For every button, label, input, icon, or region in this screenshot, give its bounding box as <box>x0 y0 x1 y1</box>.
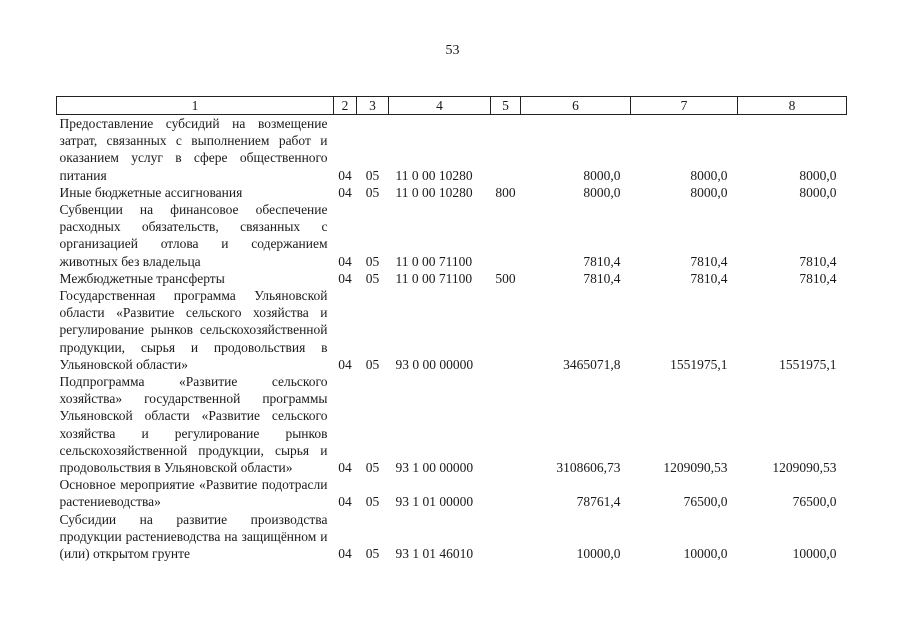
row-amount-year-1: 78761,4 <box>576 494 621 510</box>
row-description: Субвенции на финансовое обеспечение расходных обязательств, связанных с организацией отлова и содержанием животных без владельца <box>59 202 328 269</box>
row-section: 04 <box>338 356 352 372</box>
row-expense-type: 800 <box>495 184 516 200</box>
row-amount-year-1: 7810,4 <box>583 253 621 269</box>
row-amount-year-3: 7810,4 <box>799 270 837 286</box>
row-amount-year-2: 8000,0 <box>690 184 728 200</box>
row-amount-year-1: 3108606,73 <box>556 460 621 476</box>
row-amount-year-3: 8000,0 <box>799 167 837 183</box>
row-target-code: 11 0 00 71100 <box>395 253 473 269</box>
row-target-code: 11 0 00 10280 <box>395 167 473 183</box>
row-subsection: 05 <box>365 167 380 183</box>
row-amount-year-1: 3465071,8 <box>563 356 621 372</box>
row-amount-year-2: 8000,0 <box>690 167 728 183</box>
row-subsection: 05 <box>365 460 380 476</box>
row-amount-year-3: 7810,4 <box>799 253 837 269</box>
row-description: Предоставление субсидий на возмещение затрат, связанных с выполнением работ и оказанием услуг в сфере общественного питания <box>59 116 328 183</box>
table-row <box>57 511 847 563</box>
row-subsection: 05 <box>365 184 380 200</box>
header-col-2: 2 <box>334 97 357 115</box>
row-target-code: 11 0 00 71100 <box>395 270 473 286</box>
row-target-code: 11 0 00 10280 <box>395 184 473 200</box>
table-row <box>57 184 847 201</box>
row-description: Основное мероприятие «Развитие подотрасли растениеводства» <box>59 477 328 510</box>
row-subsection: 05 <box>365 494 380 510</box>
row-section: 04 <box>338 494 352 510</box>
table-row <box>57 373 847 476</box>
row-description: Иные бюджетные ассигнования <box>59 184 243 200</box>
table-row <box>57 201 847 270</box>
row-subsection: 05 <box>365 253 380 269</box>
table-header-row <box>57 97 847 115</box>
row-amount-year-2: 7810,4 <box>690 270 728 286</box>
budget-table <box>56 96 847 562</box>
row-amount-year-3: 76500,0 <box>792 494 837 510</box>
table-body <box>57 115 847 563</box>
row-description: Субсидии на развитие производства продукции растениеводства на защищённом и (или) открытом грунте <box>59 511 328 562</box>
row-amount-year-1: 7810,4 <box>583 270 621 286</box>
header-col-6: 6 <box>521 97 631 115</box>
row-target-code: 93 0 00 00000 <box>395 356 474 372</box>
row-amount-year-1: 8000,0 <box>583 184 621 200</box>
header-col-3: 3 <box>357 97 389 115</box>
row-amount-year-2: 1551975,1 <box>670 356 728 372</box>
row-description: Подпрограмма «Развитие сельского хозяйства» государственной программы Ульяновской области «Развитие сельского хозяйства и регулирование рынков сельскохозяйственной продукции, сырья и продовольствия в Ульяновской области» <box>59 374 328 476</box>
row-description: Межбюджетные трансферты <box>59 270 225 286</box>
table-row <box>57 287 847 373</box>
row-amount-year-3: 8000,0 <box>799 184 837 200</box>
row-expense-type <box>491 115 521 184</box>
header-col-8: 8 <box>738 97 847 115</box>
row-expense-type <box>491 373 521 476</box>
row-target-code: 93 1 01 46010 <box>395 546 474 562</box>
row-section: 04 <box>338 184 352 200</box>
row-target-code: 93 1 00 00000 <box>395 460 474 476</box>
row-amount-year-1: 8000,0 <box>583 167 621 183</box>
row-expense-type <box>491 287 521 373</box>
row-description: Государственная программа Ульяновской области «Развитие сельского хозяйства и регулирование рынков сельскохозяйственной продукции, сырья и продовольствия в Ульяновской области» <box>59 288 328 372</box>
row-amount-year-1: 10000,0 <box>576 546 621 562</box>
row-subsection: 05 <box>365 546 380 562</box>
row-section: 04 <box>338 253 352 269</box>
table-row <box>57 476 847 510</box>
row-expense-type <box>491 511 521 563</box>
page-number: 53 <box>445 43 460 58</box>
row-expense-type: 500 <box>495 270 516 286</box>
row-section: 04 <box>338 546 352 562</box>
header-col-1: 1 <box>57 97 334 115</box>
row-amount-year-3: 10000,0 <box>792 546 837 562</box>
row-subsection: 05 <box>365 356 380 372</box>
row-amount-year-2: 10000,0 <box>683 546 728 562</box>
row-amount-year-3: 1551975,1 <box>779 356 837 372</box>
row-expense-type <box>491 476 521 510</box>
row-amount-year-2: 76500,0 <box>683 494 728 510</box>
header-col-7: 7 <box>631 97 738 115</box>
row-amount-year-2: 1209090,53 <box>663 460 728 476</box>
row-amount-year-2: 7810,4 <box>690 253 728 269</box>
table-row <box>57 270 847 287</box>
row-target-code: 93 1 01 00000 <box>395 494 474 510</box>
row-amount-year-3: 1209090,53 <box>772 460 837 476</box>
row-section: 04 <box>338 460 352 476</box>
row-subsection: 05 <box>365 270 380 286</box>
header-col-4: 4 <box>389 97 491 115</box>
row-section: 04 <box>338 270 352 286</box>
row-expense-type <box>491 201 521 270</box>
row-section: 04 <box>338 167 352 183</box>
table-row <box>57 115 847 184</box>
header-col-5: 5 <box>491 97 521 115</box>
